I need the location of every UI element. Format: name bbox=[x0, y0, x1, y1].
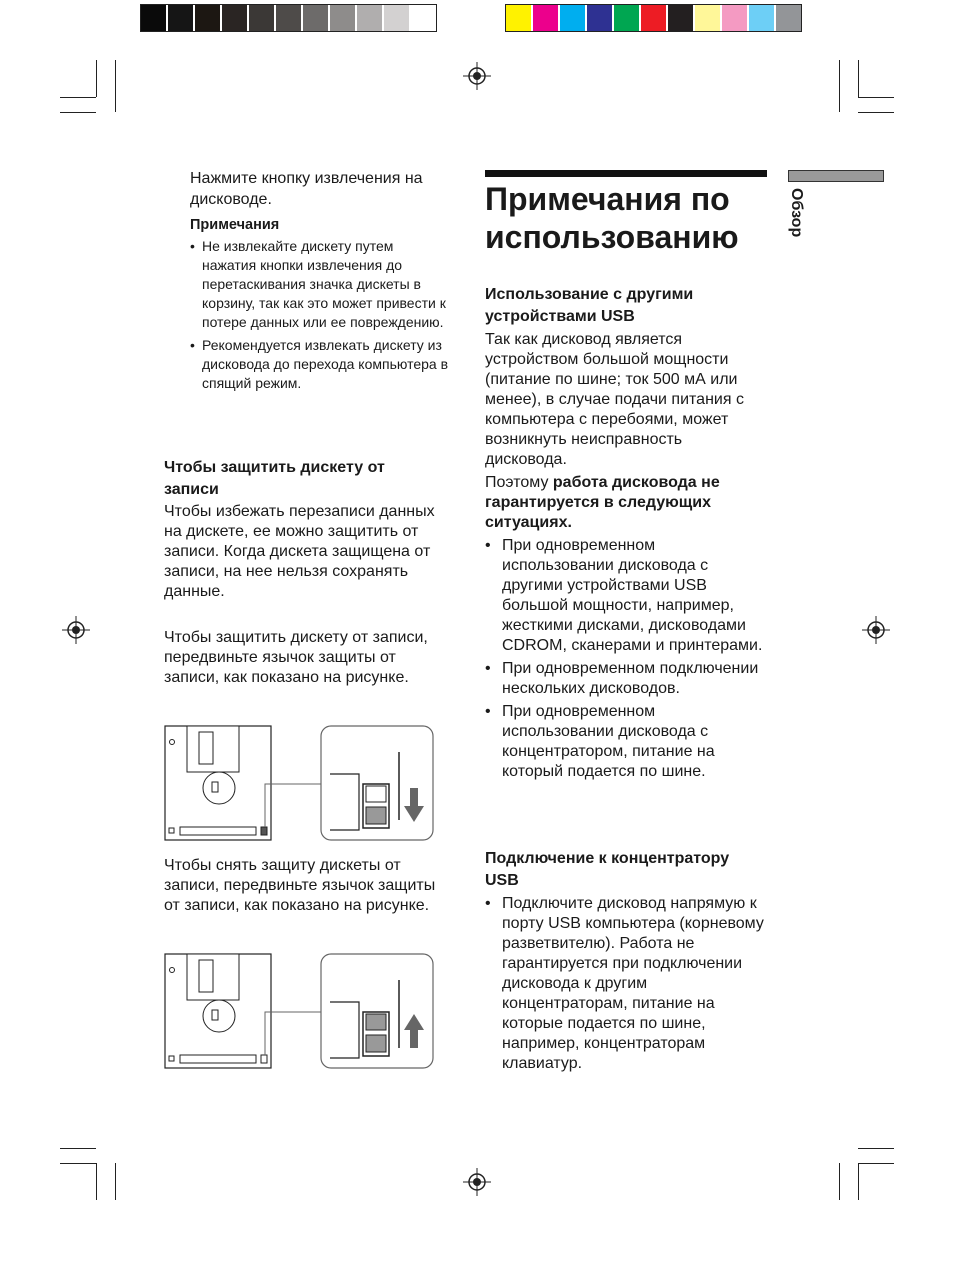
color-swatch bbox=[614, 5, 641, 31]
registration-mark bbox=[862, 616, 890, 644]
color-swatch bbox=[776, 5, 801, 31]
color-swatch bbox=[384, 5, 411, 31]
usb-paragraph-2 bbox=[485, 473, 767, 533]
crop-mark bbox=[60, 1148, 96, 1149]
unprotect-paragraph: Чтобы снять защиту дискеты от записи, передвиньте язычок защиты от записи, как показано на рисунке. bbox=[164, 857, 436, 914]
color-swatch bbox=[249, 5, 276, 31]
color-swatch bbox=[641, 5, 668, 31]
list-item: • При одновременном использовании дисковода с концентратором, питание на который подается по шине. bbox=[485, 702, 769, 782]
color-swatch bbox=[330, 5, 357, 31]
color-swatch bbox=[587, 5, 614, 31]
page-title: Примечания по использованию bbox=[485, 181, 739, 255]
usb-situations-list bbox=[485, 536, 769, 785]
notes-heading: Примечания bbox=[190, 217, 280, 233]
list-item: • Подключите дисковод напрямую к порту USB компьютера (корневому разветвителю). Работа не гарантируется при подключении дисковода к другим концентраторам, питание на которые подается по шине, например, концентраторам клавиатур. bbox=[485, 894, 769, 1074]
crop-mark bbox=[858, 1148, 894, 1149]
crop-mark bbox=[858, 97, 894, 98]
color-swatch bbox=[533, 5, 560, 31]
protect-paragraph-1: Чтобы избежать перезаписи данных на дискете, ее можно защитить от записи. Когда дискета защищена от записи, на нее нельзя сохранять данные. bbox=[164, 503, 435, 600]
floppy-diagram-protect bbox=[164, 724, 436, 842]
protect-heading: Чтобы защитить дискету от записи bbox=[164, 459, 385, 498]
section-tab-bar bbox=[788, 170, 884, 182]
crop-mark bbox=[839, 60, 840, 112]
crop-mark bbox=[60, 97, 96, 98]
grayscale-bar bbox=[140, 4, 437, 32]
floppy-diagram-unprotect bbox=[164, 952, 436, 1070]
crop-mark bbox=[858, 1163, 859, 1200]
color-swatch bbox=[357, 5, 384, 31]
list-item: • Рекомендуется извлекать дискету из дисковода до перехода компьютера в спящий режим. bbox=[190, 336, 448, 393]
usb-paragraph-2-lead: Поэтому bbox=[485, 474, 553, 491]
registration-mark bbox=[463, 62, 491, 90]
crop-mark bbox=[858, 1163, 894, 1164]
notes-list bbox=[190, 237, 448, 397]
protect-paragraph-2: Чтобы защитить дискету от записи, передвиньте язычок защиты от записи, как показано на рисунке. bbox=[164, 629, 428, 686]
list-item: • При одновременном использовании дисковода с другими устройствами USB большой мощности, например, жесткими дисками, дисководами CDROM, сканерами и принтерами. bbox=[485, 536, 769, 656]
crop-mark bbox=[60, 1163, 96, 1164]
color-swatch bbox=[695, 5, 722, 31]
color-swatch bbox=[195, 5, 222, 31]
hub-list bbox=[485, 894, 769, 1077]
crop-mark bbox=[96, 60, 97, 97]
color-swatch bbox=[506, 5, 533, 31]
color-swatch bbox=[749, 5, 776, 31]
color-swatch bbox=[722, 5, 749, 31]
color-swatch bbox=[168, 5, 195, 31]
usb-paragraph-2-bold: работа дисковода не гарантируется в следующих ситуациях. bbox=[485, 474, 720, 531]
crop-mark bbox=[60, 112, 96, 113]
registration-mark bbox=[62, 616, 90, 644]
color-swatch bbox=[222, 5, 249, 31]
color-swatch bbox=[276, 5, 303, 31]
section-tab-label: Обзор bbox=[788, 188, 805, 238]
crop-mark bbox=[839, 1163, 840, 1200]
color-swatch bbox=[668, 5, 695, 31]
list-item: • При одновременном подключении нескольких дисководов. bbox=[485, 659, 769, 699]
crop-mark bbox=[115, 1163, 116, 1200]
registration-mark bbox=[463, 1168, 491, 1196]
crop-mark bbox=[115, 60, 116, 112]
title-rule bbox=[485, 170, 767, 177]
crop-mark bbox=[858, 112, 894, 113]
hub-heading: Подключение к концентратору USB bbox=[485, 850, 730, 889]
lead-text: Нажмите кнопку извлечения на дисководе. bbox=[190, 170, 423, 208]
crop-mark bbox=[96, 1163, 97, 1200]
crop-mark bbox=[858, 60, 859, 97]
color-bar bbox=[505, 4, 802, 32]
usb-paragraph-1: Так как дисковод является устройством большой мощности (питание по шине; ток 500 мА или менее), в случае подачи питания с компьютера с перебоями, может возникнуть неисправность дисковода. bbox=[485, 331, 744, 468]
color-swatch bbox=[560, 5, 587, 31]
list-item: • Не извлекайте дискету путем нажатия кнопки извлечения до перетаскивания значка дискеты в корзину, так как это может привести к потере данных или ее повреждению. bbox=[190, 237, 448, 332]
color-swatch bbox=[303, 5, 330, 31]
usb-heading: Использование с другими устройствами USB bbox=[485, 286, 694, 325]
color-swatch bbox=[411, 5, 436, 31]
color-swatch bbox=[141, 5, 168, 31]
